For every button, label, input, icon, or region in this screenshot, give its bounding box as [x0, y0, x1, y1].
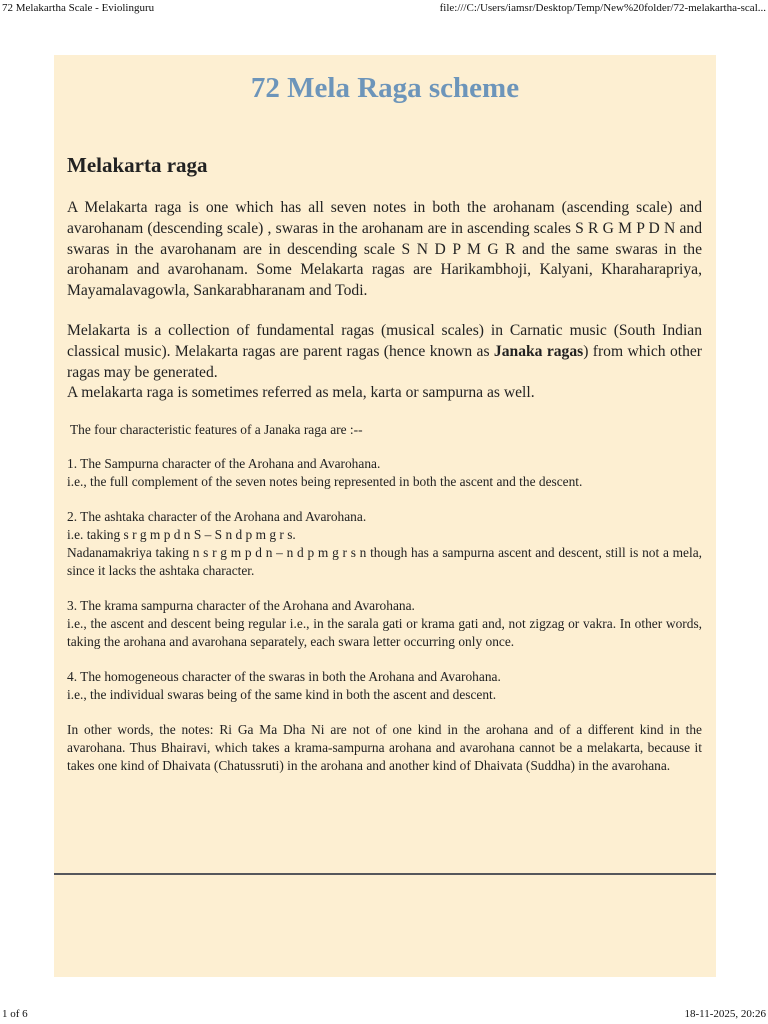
url-header: file:///C:/Users/iamsr/Desktop/Temp/New%20folder/72-melakartha-scal... — [439, 2, 766, 14]
features-intro: The four characteristic features of a Janaka raga are :-- — [70, 422, 363, 438]
paragraph-collection — [67, 321, 702, 383]
article-body — [67, 152, 702, 792]
closing-paragraph: In other words, the notes: Ri Ga Ma Dha Ni are not of one kind in the arohana and of a different kind in the avarohana. Thus Bhairavi, which takes a krama-sampurna arohana and avarohana cannot be a melakarta, because it takes one kind of Dhaivata (Chatussruti) in the arohana and another kind of Dhaivata (Suddha) in the avarohana. — [67, 722, 702, 774]
feature-3-desc: i.e., the ascent and descent being regular i.e., in the sarala gati or krama gati and, not zigzag or vakra. In other words, taking the arohana and avarohana separately, each swara letter occurring only once. — [67, 616, 702, 650]
feature-4-desc: i.e., the individual swaras being of the same kind in both the ascent and descent. — [67, 687, 497, 703]
para2-text: Melakarta is a collection of fundamental ragas (musical scales) in Carnatic music (South Indian classical music). Melakarta ragas are parent ragas (hence known as — [67, 321, 702, 360]
para2-text-end: ) from which other ragas may be generated. — [67, 342, 703, 381]
content-panel — [54, 55, 716, 977]
horizontal-rule — [54, 873, 716, 875]
feature-4-title: 4. The homogeneous character of the swaras in both the Arohana and Avarohana. — [67, 669, 501, 685]
page-title: 72 Mela Raga scheme — [250, 72, 520, 104]
feature-2-line2: i.e. taking s r g m p d n S – S n d p m g r s. — [67, 527, 296, 543]
feature-3 — [67, 597, 702, 651]
feature-3-title: 3. The krama sampurna character of the Arohana and Avarohana. — [67, 598, 415, 614]
feature-1-desc: i.e., the full complement of the seven notes being represented in both the ascent and the descent. — [67, 474, 583, 490]
feature-2-title: 2. The ashtaka character of the Arohana and Avarohana. — [67, 509, 367, 525]
janaka-ragas-bold: Janaka ragas — [493, 342, 584, 360]
paragraph-aliases: A melakarta raga is sometimes referred as mela, karta or sampurna as well. — [67, 384, 535, 402]
print-footer — [0, 1006, 768, 1024]
page-title-header: 72 Melakartha Scale - Eviolinguru — [2, 2, 155, 14]
feature-1-title: 1. The Sampurna character of the Arohana and Avarohana. — [67, 456, 381, 472]
print-timestamp: 18-11-2025, 20:26 — [684, 1008, 766, 1020]
feature-4 — [67, 668, 702, 704]
print-header — [0, 0, 768, 18]
section-heading: Melakarta raga — [67, 153, 208, 177]
feature-2-line3: Nadanamakriya taking n s r g m p d n – n d p m g r s n though has a sampurna ascent and descent, still is not a mela, since it lacks the ashtaka character. — [67, 545, 702, 579]
feature-2 — [67, 508, 702, 580]
feature-1 — [67, 455, 702, 491]
page-counter: 1 of 6 — [2, 1008, 28, 1020]
paragraph-definition: A Melakarta raga is one which has all seven notes in both the arohanam (ascending scale) and avarohanam (descending scale) , swaras in the arohanam are in ascending scales S R G M P D N and swaras in the avarohanam are in descending scale S N D P M G R and the same swaras in the arohanam and avarohanam. Some Melakarta ragas are Harikambhoji, Kalyani, Kharaharapriya, Mayamalavagowla, Sankarabharanam and Todi. — [67, 199, 702, 300]
